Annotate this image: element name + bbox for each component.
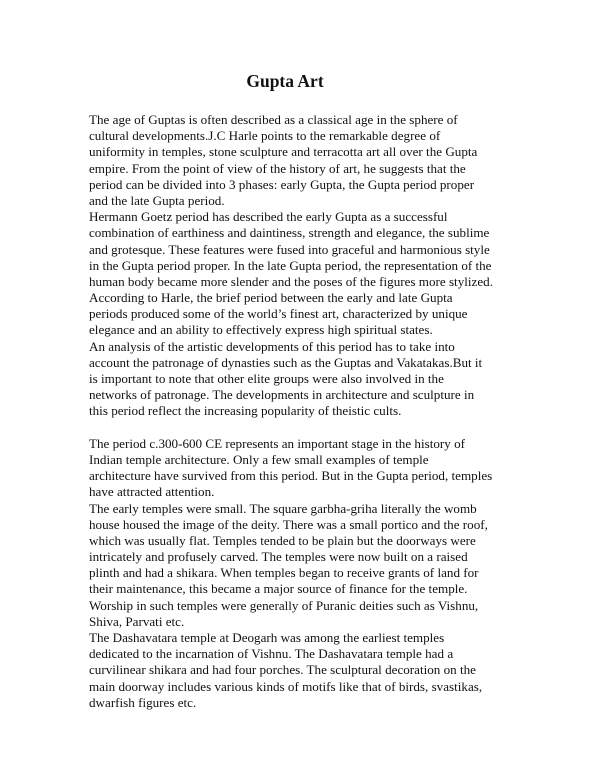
text-line: The period c.300-600 CE represents an important stage in the history of [89,435,465,451]
text-line: this period reflect the increasing popularity of theistic cults. [89,403,402,419]
text-line: An analysis of the artistic developments of this period has to take into [89,338,455,354]
text-line: periods produced some of the world’s finest art, characterized by unique [89,306,468,322]
text-line: empire. From the point of view of the history of art, he suggests that the [89,160,466,176]
text-line: their maintenance, this became a major source of finance for the temple. [89,581,468,597]
text-line: account the patronage of dynasties such as the Guptas and Vakatakas.But it [89,354,483,370]
text-line: and grotesque. These features were fused into graceful and harmonious style [89,241,490,257]
section-guptan-art-overview [89,112,527,420]
text-line: main doorway includes various kinds of motifs like that of birds, svastikas, [89,678,483,694]
text-line: which was usually flat. Temples tended to be plain but the doorways were [89,532,476,548]
text-line: The Dashavatara temple at Deogarh was among the earliest temples [89,630,445,645]
section-temple-architecture [89,436,527,711]
text-line: The age of Guptas is often described as a classical age in the sphere of [89,112,458,127]
paragraph-gap [89,420,527,436]
page-title: Gupta Art [246,71,324,91]
text-line: curvilinear shikara and had four porches. The sculptural decoration on the [89,662,476,678]
text-line: According to Harle, the brief period between the early and late Gupta [89,290,453,306]
text-line: Hermann Goetz period has described the early Gupta as a successful [89,209,448,225]
text-line: uniformity in temples, stone sculpture and terracotta art all over the Gupta [89,144,478,160]
text-line: networks of patronage. The developments in architecture and sculpture in [89,387,475,403]
text-line: architecture have survived from this period. But in the Gupta period, temples [89,468,493,484]
text-line: intricately and profusely carved. The temples were now built on a raised [89,549,468,565]
text-line: Indian temple architecture. Only a few small examples of temple [89,451,429,467]
text-line: Shiva, Parvati etc. [89,613,185,629]
text-line: cultural developments.J.C Harle points to the remarkable degree of [89,128,441,144]
text-line: house housed the image of the deity. There was a small portico and the roof, [89,516,488,532]
text-line: have attracted attention. [89,484,215,500]
text-line: period can be divided into 3 phases: early Gupta, the Gupta period proper [89,176,475,192]
text-line: The early temples were small. The square garbha-griha literally the womb [89,500,477,516]
text-line: dwarfish figures etc. [89,694,197,710]
text-line: combination of earthiness and daintiness, strength and elegance, the sublime [89,225,490,241]
text-line: in the Gupta period proper. In the late Gupta period, the representation of the [89,257,492,273]
text-line: plinth and had a shikara. When temples began to receive grants of land for [89,565,479,581]
text-line: is important to note that other elite groups were also involved in the [89,371,444,386]
text-line: Worship in such temples were generally of Puranic deities such as Vishnu, [89,597,479,613]
text-line: dedicated to the incarnation of Vishnu. The Dashavatara temple had a [89,646,454,662]
text-line: and the late Gupta period. [89,192,225,208]
document-body [89,112,527,711]
text-line: elegance and an ability to effectively express high spiritual states. [89,322,433,338]
text-line: human body became more slender and the poses of the figures more stylized. [89,273,493,289]
